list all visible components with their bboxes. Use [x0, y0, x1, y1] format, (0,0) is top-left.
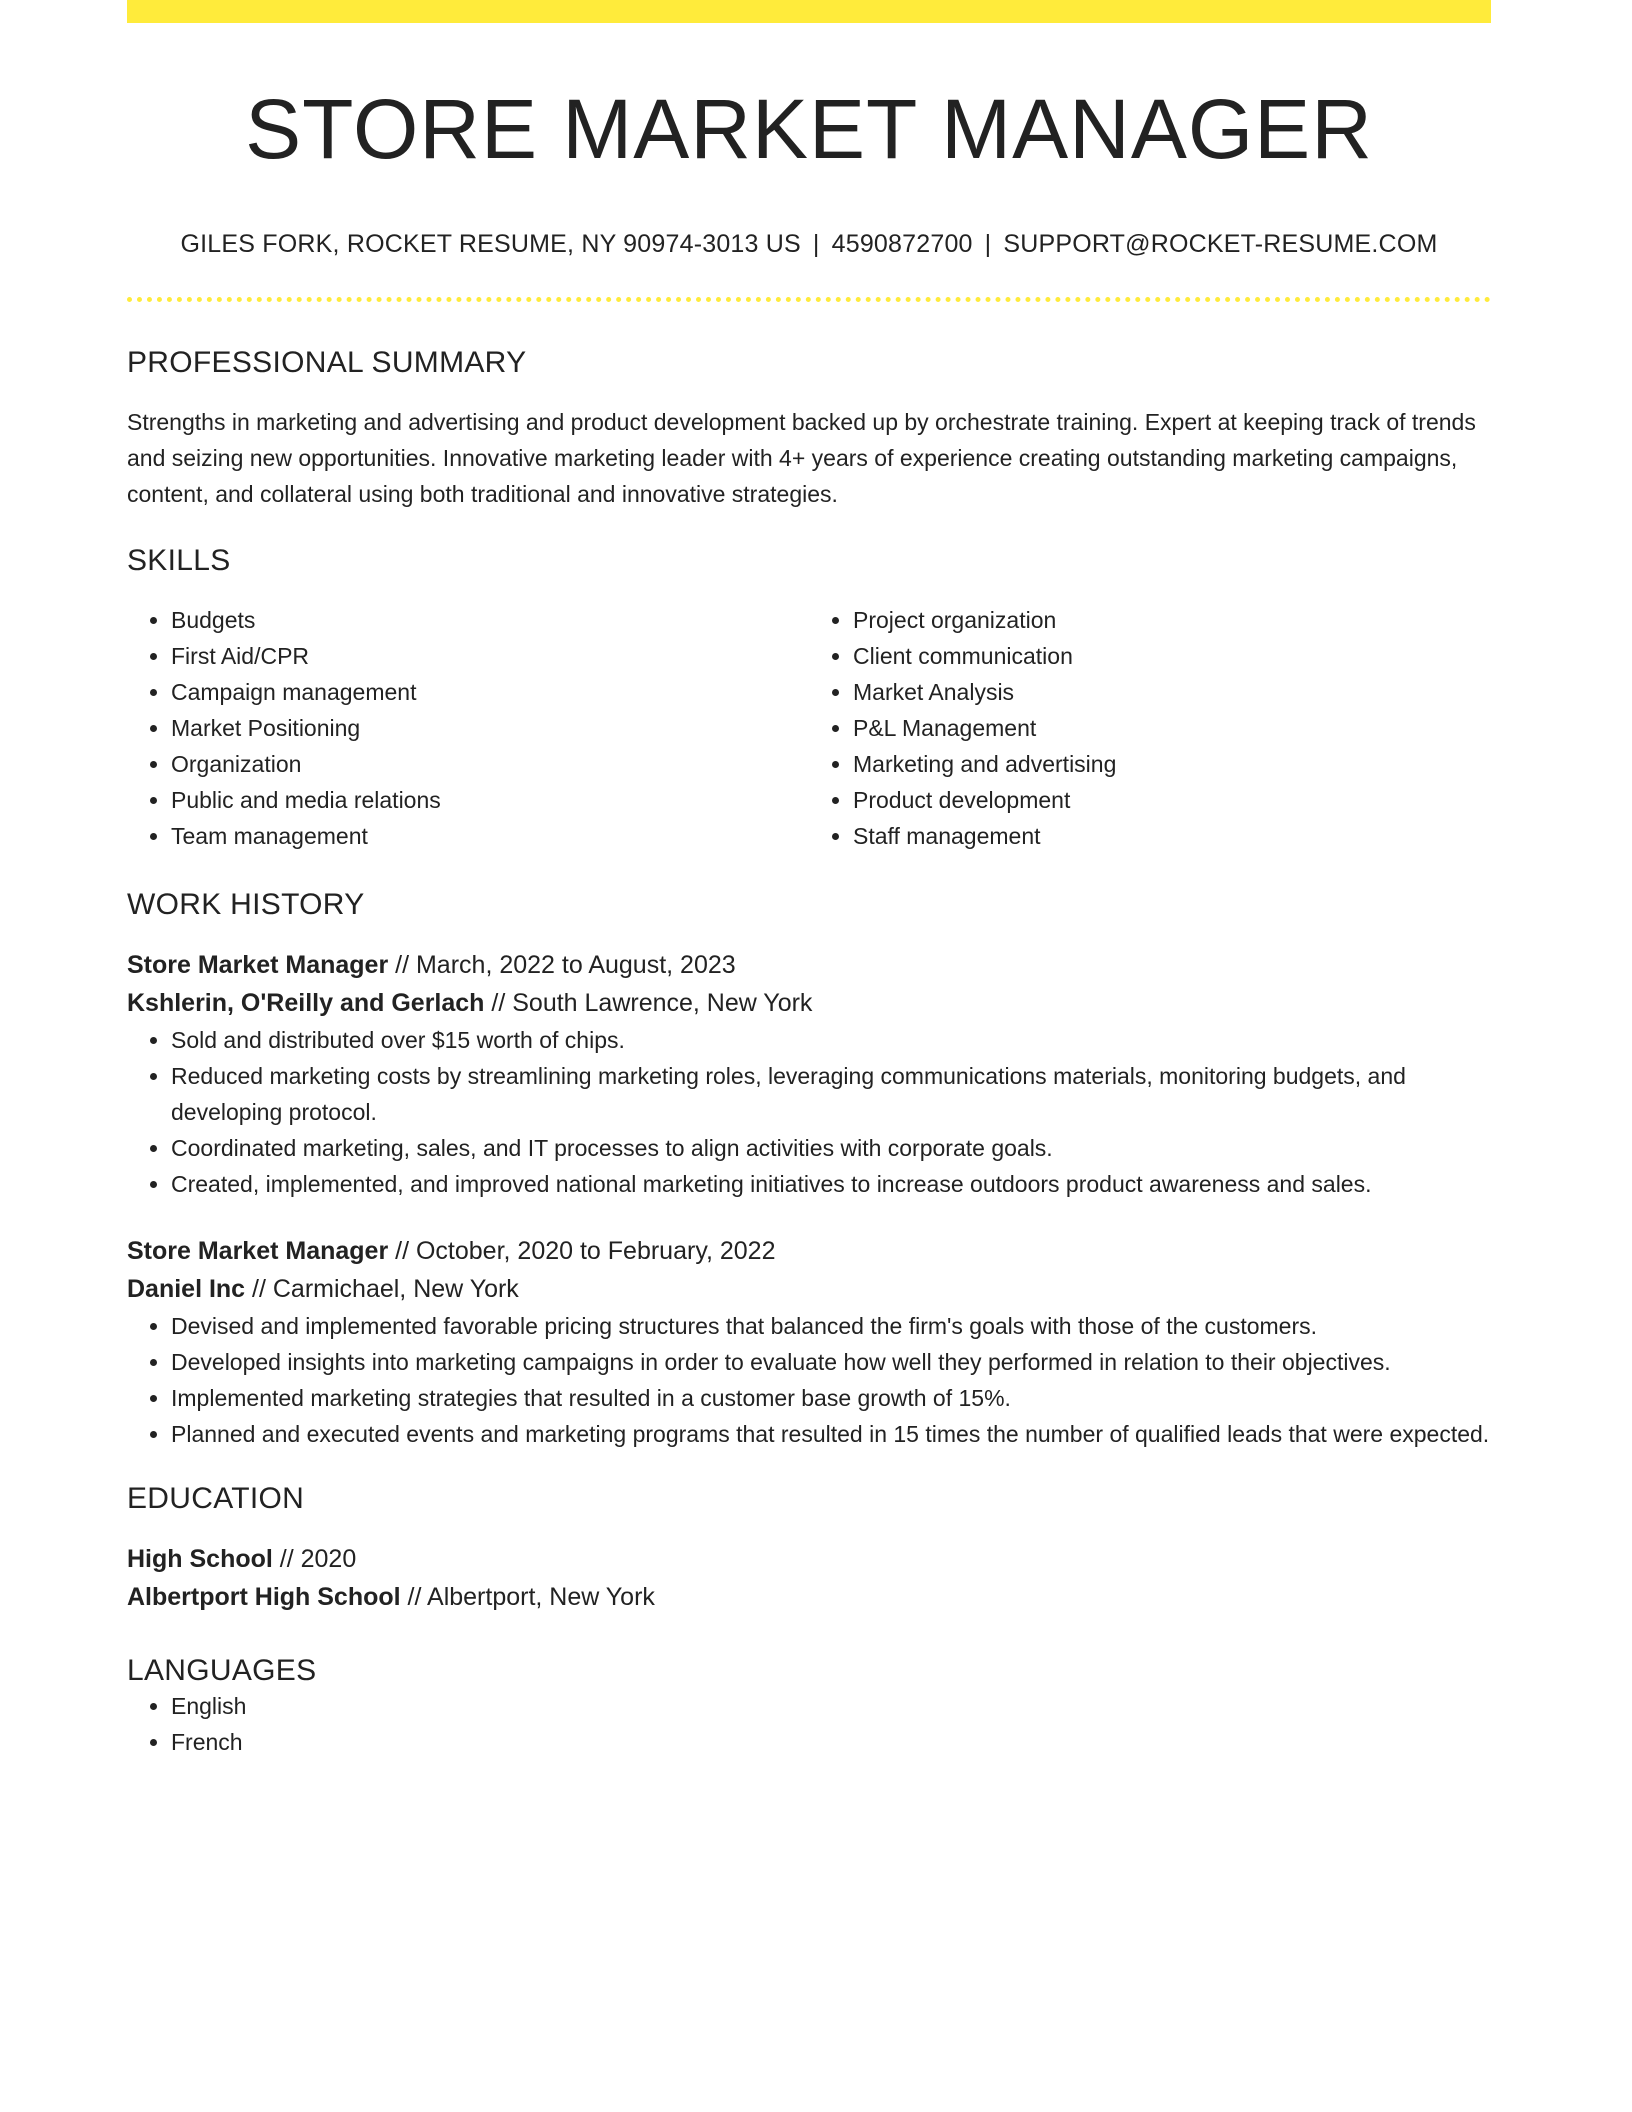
contact-separator: |: [984, 230, 992, 259]
education-degree: High School: [127, 1545, 273, 1574]
job-bullet: • Implemented marketing strategies that resulted in a customer base growth of 15%.: [171, 1380, 1491, 1416]
skills-columns: [127, 602, 1491, 854]
skill-item: • Market Positioning: [171, 710, 809, 746]
education-degree-line: [127, 1540, 1491, 1578]
job-entry: [127, 1232, 1491, 1452]
language-item: • French: [171, 1724, 1491, 1760]
job-bullet: • Developed insights into marketing campaigns in order to evaluate how well they performed in relation to their objectives.: [171, 1344, 1491, 1380]
languages-list: [127, 1688, 1491, 1760]
skills-list-left: [127, 602, 809, 854]
language-item: • English: [171, 1688, 1491, 1724]
summary-text: Strengths in marketing and advertising and product development backed up by orchestrate training. Expert at keeping track of trends and seizing new opportunities. Innovative marketing leader with 4+ years of experience creating outstanding marketing campaigns, content, and collateral using both traditional and innovative strategies.: [127, 409, 1476, 508]
education-school: Albertport High School: [127, 1583, 401, 1612]
contact-address: GILES FORK, ROCKET RESUME, NY 90974-3013 US: [180, 230, 801, 259]
skill-item: • Public and media relations: [171, 782, 809, 818]
job-company: Kshlerin, O'Reilly and Gerlach: [127, 989, 485, 1018]
job-role: Store Market Manager: [127, 1237, 389, 1266]
job-bullet: • Planned and executed events and marketing programs that resulted in 15 times the number of qualified leads that were expected.: [171, 1416, 1491, 1452]
skill-item: • Product development: [853, 782, 1491, 818]
resume-page: [127, 0, 1491, 1760]
job-company-line: [127, 1270, 1491, 1308]
job-bullet: • Devised and implemented favorable pricing structures that balanced the firm's goals with those of the customers.: [171, 1308, 1491, 1344]
job-company: Daniel Inc: [127, 1275, 246, 1304]
job-location: // Carmichael, New York: [245, 1275, 519, 1304]
job-location: // South Lawrence, New York: [484, 989, 813, 1018]
skill-item: • Client communication: [853, 638, 1491, 674]
summary-heading: PROFESSIONAL SUMMARY: [127, 346, 527, 380]
job-bullets: [127, 1022, 1491, 1202]
job-bullets: [127, 1308, 1491, 1452]
education-location: // Albertport, New York: [400, 1583, 655, 1612]
job-bullet: • Coordinated marketing, sales, and IT processes to align activities with corporate goals.: [171, 1130, 1491, 1166]
skill-item: • First Aid/CPR: [171, 638, 809, 674]
languages-heading: LANGUAGES: [127, 1654, 317, 1688]
job-bullet: • Created, implemented, and improved national marketing initiatives to increase outdoors product awareness and sales.: [171, 1166, 1491, 1202]
job-role: Store Market Manager: [127, 951, 389, 980]
skills-heading: SKILLS: [127, 544, 231, 578]
skill-item: • Campaign management: [171, 674, 809, 710]
skill-item: • Staff management: [853, 818, 1491, 854]
education-entry: [127, 1540, 1491, 1616]
job-bullet: • Sold and distributed over $15 worth of chips.: [171, 1022, 1491, 1058]
dotted-divider: [127, 297, 1491, 302]
education-year: // 2020: [272, 1545, 357, 1574]
job-bullet: • Reduced marketing costs by streamlining marketing roles, leveraging communications materials, monitoring budgets, and developing protocol.: [171, 1058, 1491, 1130]
skill-item: • Team management: [171, 818, 809, 854]
contact-line: [127, 230, 1491, 259]
skill-item: • Organization: [171, 746, 809, 782]
job-role-line: [127, 946, 1491, 984]
skill-item: • Marketing and advertising: [853, 746, 1491, 782]
skills-list-right: [809, 602, 1491, 854]
resume-title: STORE MARKET MANAGER: [245, 82, 1373, 176]
job-entry: [127, 946, 1491, 1202]
work-history-heading: WORK HISTORY: [127, 888, 365, 922]
skill-item: • Market Analysis: [853, 674, 1491, 710]
job-dates: // March, 2022 to August, 2023: [388, 951, 736, 980]
top-accent-bar: [127, 0, 1491, 23]
skill-item: • Project organization: [853, 602, 1491, 638]
education-heading: EDUCATION: [127, 1482, 305, 1516]
job-dates: // October, 2020 to February, 2022: [388, 1237, 776, 1266]
skill-item: • P&L Management: [853, 710, 1491, 746]
education-school-line: [127, 1578, 1491, 1616]
contact-separator: |: [812, 230, 820, 259]
job-company-line: [127, 984, 1491, 1022]
contact-email: SUPPORT@ROCKET-RESUME.COM: [1003, 230, 1438, 259]
job-role-line: [127, 1232, 1491, 1270]
skill-item: • Budgets: [171, 602, 809, 638]
contact-phone: 4590872700: [831, 230, 973, 259]
